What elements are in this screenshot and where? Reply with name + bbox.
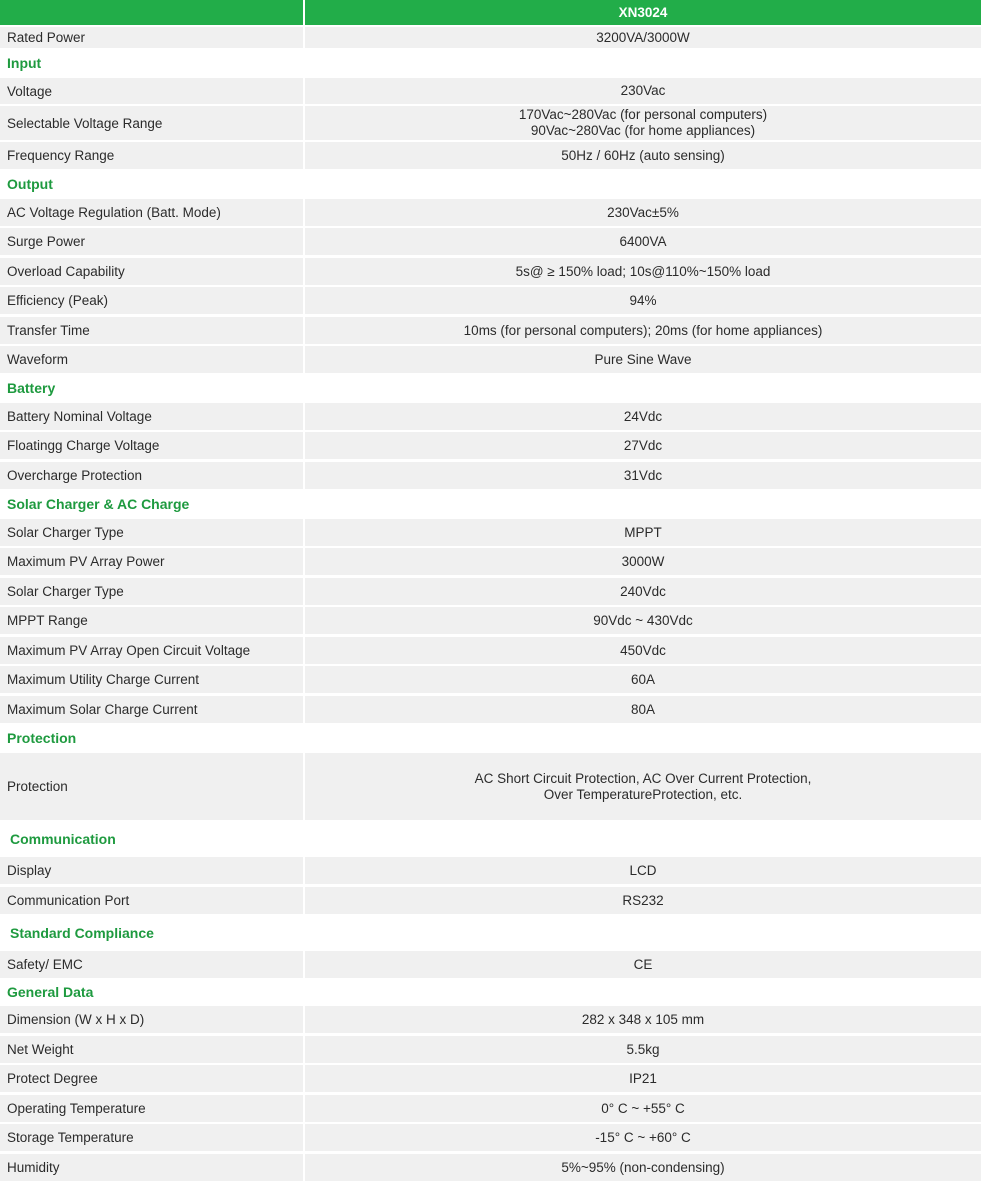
spec-label: Floatingg Charge Voltage — [0, 432, 303, 459]
spec-value: Pure Sine Wave — [305, 346, 981, 373]
spec-label: Maximum Utility Charge Current — [0, 666, 303, 693]
spec-value: MPPT — [305, 519, 981, 546]
spec-label: Maximum PV Array Open Circuit Voltage — [0, 637, 303, 664]
spec-row-communication-port — [0, 887, 981, 914]
spec-label: Surge Power — [0, 228, 303, 255]
spec-row-max-pv-open-circuit-voltage — [0, 637, 981, 664]
spec-row-overload-capability — [0, 258, 981, 285]
spec-value: 31Vdc — [305, 462, 981, 489]
spec-value: 80A — [305, 696, 981, 723]
spec-label: Net Weight — [0, 1036, 303, 1063]
spec-row-humidity — [0, 1154, 981, 1181]
spec-label: Selectable Voltage Range — [0, 106, 303, 140]
spec-label: MPPT Range — [0, 607, 303, 634]
spec-value: 3200VA/3000W — [305, 27, 981, 48]
spec-value: IP21 — [305, 1065, 981, 1092]
spec-row-mppt-range — [0, 607, 981, 634]
spec-row-solar-charger-type-voltage — [0, 578, 981, 605]
spec-value: 0° C ~ +55° C — [305, 1095, 981, 1122]
spec-label: Communication Port — [0, 887, 303, 914]
spec-value: 10ms (for personal computers); 20ms (for home appliances) — [305, 317, 981, 344]
spec-value: 5s@ ≥ 150% load; 10s@110%~150% load — [305, 258, 981, 285]
spec-value: 5%~95% (non-condensing) — [305, 1154, 981, 1181]
spec-value: 5.5kg — [305, 1036, 981, 1063]
spec-value: 94% — [305, 287, 981, 314]
section-protection: Protection — [7, 730, 77, 746]
section-standard-compliance: Standard Compliance — [10, 925, 154, 941]
spec-value: 230Vac — [305, 78, 981, 104]
spec-label: Protection — [0, 753, 303, 820]
spec-row-floating-charge-voltage — [0, 432, 981, 459]
spec-label: Solar Charger Type — [0, 519, 303, 546]
spec-row-frequency-range — [0, 142, 981, 169]
spec-label: Efficiency (Peak) — [0, 287, 303, 314]
spec-row-protect-degree — [0, 1065, 981, 1092]
spec-row-solar-charger-type — [0, 519, 981, 546]
spec-label: Overload Capability — [0, 258, 303, 285]
spec-value: 170Vac~280Vac (for personal computers) 90Vac~280Vac (for home appliances) — [305, 106, 981, 140]
section-battery: Battery — [7, 380, 56, 396]
spec-value: 230Vac±5% — [305, 199, 981, 226]
spec-value: 240Vdc — [305, 578, 981, 605]
spec-label: Dimension (W x H x D) — [0, 1006, 303, 1033]
spec-label: Humidity — [0, 1154, 303, 1181]
spec-row-surge-power — [0, 228, 981, 255]
spec-label: Overcharge Protection — [0, 462, 303, 489]
spec-label: Maximum Solar Charge Current — [0, 696, 303, 723]
spec-value: 27Vdc — [305, 432, 981, 459]
spec-row-dimension — [0, 1006, 981, 1033]
spec-value: 282 x 348 x 105 mm — [305, 1006, 981, 1033]
spec-label: Voltage — [0, 78, 303, 104]
spec-value: 24Vdc — [305, 403, 981, 430]
spec-row-rated-power — [0, 27, 981, 48]
spec-label: Waveform — [0, 346, 303, 373]
spec-row-operating-temperature — [0, 1095, 981, 1122]
spec-row-net-weight — [0, 1036, 981, 1063]
spec-value: AC Short Circuit Protection, AC Over Current Protection, Over TemperatureProtection, etc. — [305, 753, 981, 820]
spec-row-max-utility-charge-current — [0, 666, 981, 693]
spec-label: Transfer Time — [0, 317, 303, 344]
spec-label: Frequency Range — [0, 142, 303, 169]
spec-row-max-pv-array-power — [0, 548, 981, 575]
section-general-data: General Data — [7, 984, 94, 1000]
spec-row-voltage — [0, 78, 981, 104]
spec-row-ac-voltage-regulation — [0, 199, 981, 226]
spec-row-overcharge-protection — [0, 462, 981, 489]
spec-row-transfer-time — [0, 317, 981, 344]
spec-row-battery-nominal-voltage — [0, 403, 981, 430]
header-label-cell — [0, 0, 303, 25]
spec-label: Battery Nominal Voltage — [0, 403, 303, 430]
spec-value: -15° C ~ +60° C — [305, 1124, 981, 1151]
spec-value: 90Vdc ~ 430Vdc — [305, 607, 981, 634]
spec-value: 3000W — [305, 548, 981, 575]
spec-row-waveform — [0, 346, 981, 373]
spec-value: 6400VA — [305, 228, 981, 255]
spec-row-efficiency — [0, 287, 981, 314]
spec-value: LCD — [305, 857, 981, 884]
spec-label: Protect Degree — [0, 1065, 303, 1092]
spec-value: 50Hz / 60Hz (auto sensing) — [305, 142, 981, 169]
spec-label: Solar Charger Type — [0, 578, 303, 605]
section-solar-charger: Solar Charger & AC Charge — [7, 496, 190, 512]
spec-value: RS232 — [305, 887, 981, 914]
spec-label: AC Voltage Regulation (Batt. Mode) — [0, 199, 303, 226]
spec-row-safety-emc — [0, 951, 981, 978]
spec-label: Rated Power — [0, 27, 303, 48]
spec-value: 60A — [305, 666, 981, 693]
spec-row-storage-temperature — [0, 1124, 981, 1151]
table-header — [0, 0, 981, 25]
section-input: Input — [7, 55, 42, 71]
spec-row-protection — [0, 753, 981, 820]
spec-value: CE — [305, 951, 981, 978]
spec-label: Safety/ EMC — [0, 951, 303, 978]
model-name: XN3024 — [305, 0, 981, 25]
spec-row-display — [0, 857, 981, 884]
spec-label: Display — [0, 857, 303, 884]
spec-label: Operating Temperature — [0, 1095, 303, 1122]
section-output: Output — [7, 176, 53, 192]
spec-row-max-solar-charge-current — [0, 696, 981, 723]
spec-value: 450Vdc — [305, 637, 981, 664]
spec-row-selectable-voltage-range — [0, 106, 981, 140]
spec-label: Storage Temperature — [0, 1124, 303, 1151]
spec-label: Maximum PV Array Power — [0, 548, 303, 575]
section-communication: Communication — [10, 831, 116, 847]
